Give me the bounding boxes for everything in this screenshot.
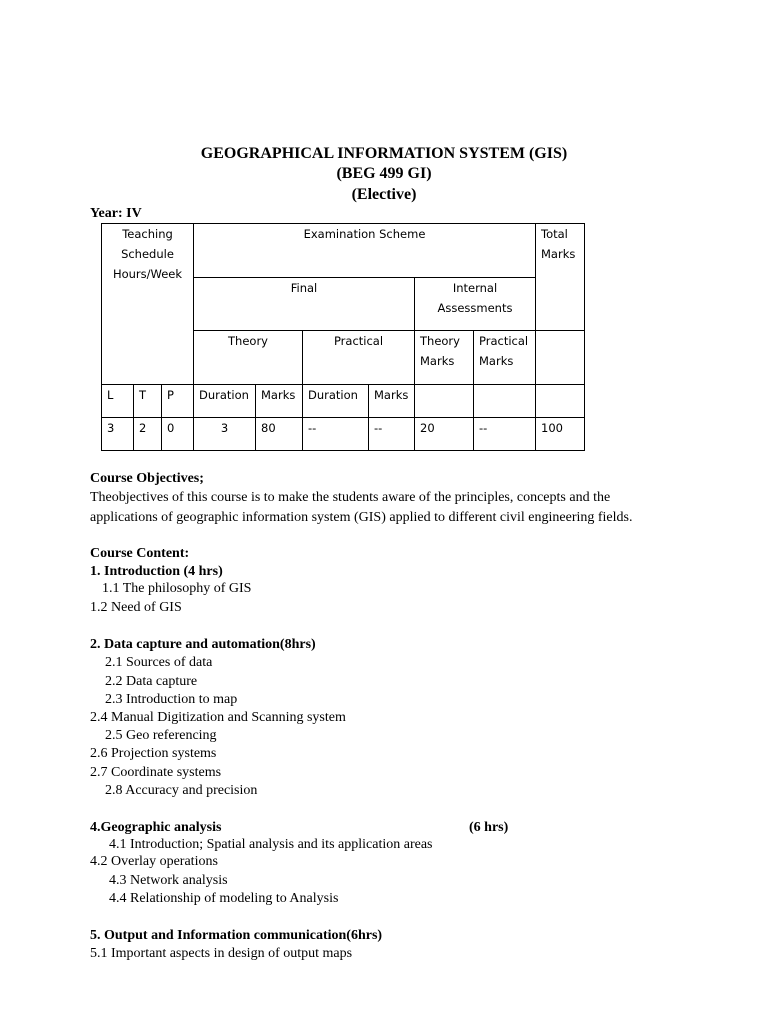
empty-cell [415, 385, 474, 418]
section-item: 2.4 Manual Digitization and Scanning system [90, 710, 346, 725]
section-item: 2.2 Data capture [105, 674, 198, 689]
section-item: 1.2 Need of GIS [90, 600, 182, 615]
empty-cell [474, 385, 536, 418]
theory-duration-header: Duration [194, 385, 256, 418]
practical-marks-value: -- [369, 418, 415, 451]
practical-marks-subheader: Marks [369, 385, 415, 418]
section-item: 2.3 Introduction to map [105, 692, 238, 707]
section-item: 2.6 Projection systems [90, 746, 217, 761]
p-header: P [162, 385, 194, 418]
l-value: 3 [102, 418, 134, 451]
t-value: 2 [134, 418, 162, 451]
total-marks-value: 100 [536, 418, 585, 451]
internal-practical-value: -- [474, 418, 536, 451]
section-item: 2.5 Geo referencing [105, 728, 217, 743]
section-hours: (6 hrs) [469, 820, 509, 835]
objectives-line: applications of geographic information system (GIS) applied to different civil engineering fields. [90, 510, 633, 525]
internal-assessments-header: Internal Assessments [415, 278, 536, 331]
section-item: 4.3 Network analysis [109, 873, 228, 888]
theory-duration-value: 3 [194, 418, 256, 451]
section-item: 2.1 Sources of data [105, 655, 213, 670]
section-item: 5.1 Important aspects in design of output maps [90, 946, 353, 961]
year-label: Year: IV [90, 206, 142, 221]
content-heading: Course Content: [90, 546, 190, 561]
final-header: Final [194, 278, 415, 331]
internal-theory-value: 20 [415, 418, 474, 451]
section-title: 1. Introduction (4 hrs) [90, 564, 223, 579]
course-title: GEOGRAPHICAL INFORMATION SYSTEM (GIS) [200, 145, 568, 162]
exam-scheme-table [101, 223, 585, 451]
section-title: 2. Data capture and automation(8hrs) [90, 637, 316, 652]
objectives-line: Theobjectives of this course is to make the students aware of the principles, concepts and the [90, 490, 611, 505]
practical-marks-header: Practical Marks [474, 331, 536, 385]
section-item: 4.4 Relationship of modeling to Analysis [109, 891, 339, 906]
l-header: L [102, 385, 134, 418]
section-title: 5. Output and Information communication(6hrs) [90, 928, 383, 943]
p-value: 0 [162, 418, 194, 451]
section-item: 1.1 The philosophy of GIS [102, 581, 252, 596]
empty-cell [536, 331, 585, 385]
theory-marks-value: 80 [256, 418, 303, 451]
course-code: (BEG 499 GI) [336, 165, 432, 182]
exam-scheme-header: Examination Scheme [194, 224, 536, 278]
objectives-heading: Course Objectives; [90, 471, 204, 486]
section-title: 4.Geographic analysis [90, 820, 222, 835]
section-item: 4.1 Introduction; Spatial analysis and its application areas [109, 837, 433, 852]
practical-duration-value: -- [303, 418, 369, 451]
practical-header: Practical [303, 331, 415, 385]
theory-marks-header: Theory Marks [415, 331, 474, 385]
theory-header: Theory [194, 331, 303, 385]
course-type: (Elective) [351, 186, 417, 203]
total-marks-header: Total Marks [536, 224, 585, 331]
section-item: 2.8 Accuracy and precision [105, 783, 258, 798]
empty-cell [536, 385, 585, 418]
theory-marks-subheader: Marks [256, 385, 303, 418]
practical-duration-header: Duration [303, 385, 369, 418]
section-item: 4.2 Overlay operations [90, 854, 218, 869]
t-header: T [134, 385, 162, 418]
teaching-schedule-header: Teaching Schedule Hours/Week [102, 224, 194, 385]
section-item: 2.7 Coordinate systems [90, 765, 222, 780]
